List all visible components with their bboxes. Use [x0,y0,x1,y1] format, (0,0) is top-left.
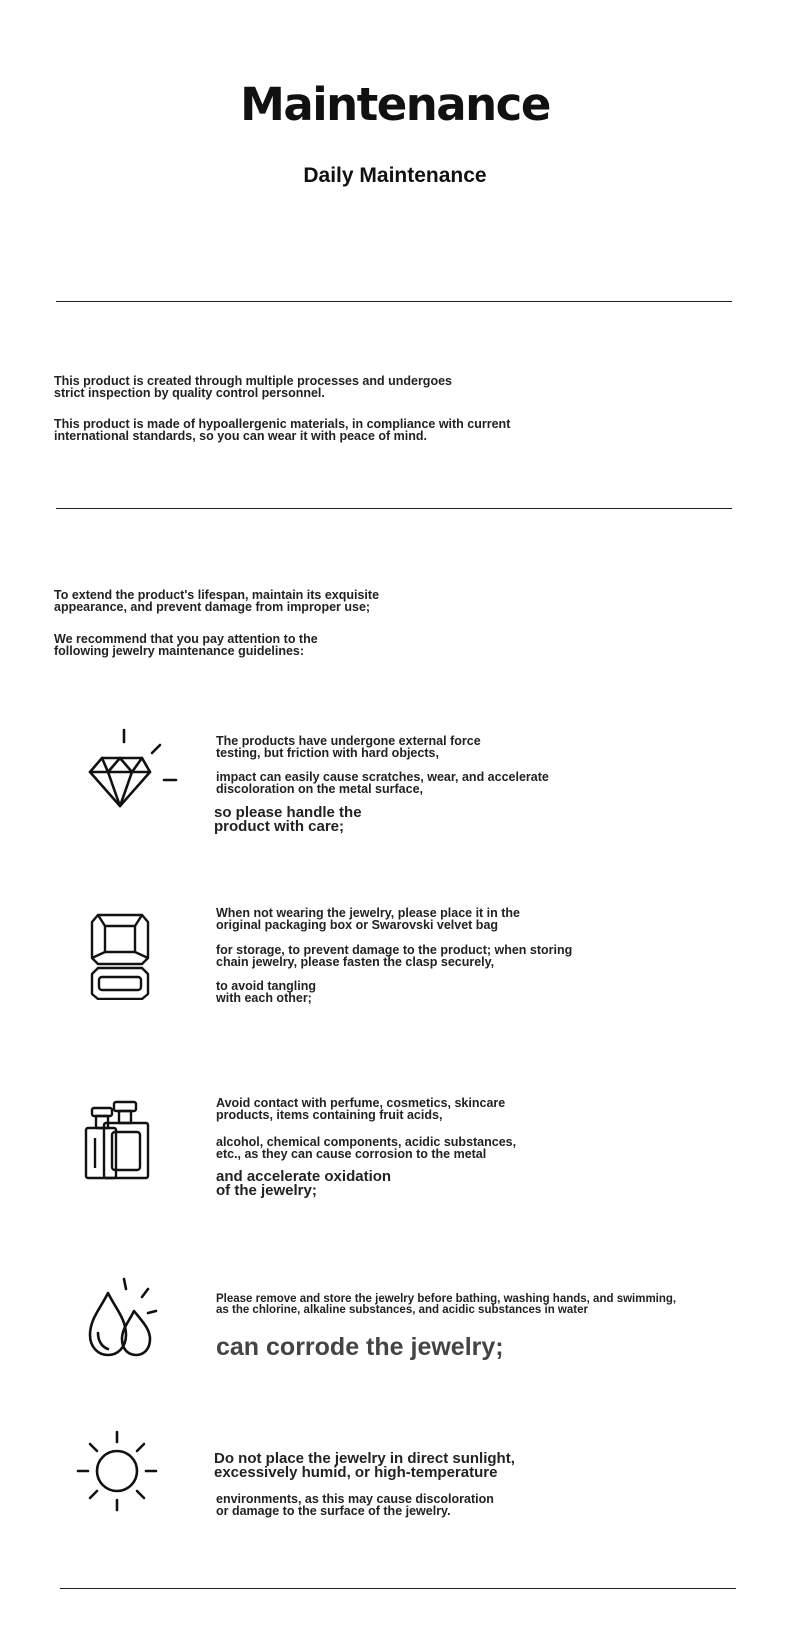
intro-paragraph: This product is made of hypoallergenic materials, in compliance with current international standards, so you can wear it with peace of mind. [54,417,511,443]
recommend-paragraph: To extend the product's lifespan, maintain its exquisite appearance, and prevent damage from improper use; [54,588,380,614]
sun-icon [76,1430,158,1512]
page-subtitle: Daily Maintenance [303,164,487,187]
divider [56,508,732,509]
guideline-text: can corrode the jewelry; [216,1333,504,1361]
guideline-text: environments, as this may cause discoloration or damage to the surface of the jewelry. [216,1492,494,1518]
guideline-text: Do not place the jewelry in direct sunlight, excessively humid, or high-temperature [214,1450,515,1481]
intro-paragraph: This product is created through multiple processes and undergoes strict inspection by quality control personnel. [54,374,452,400]
guideline-text: alcohol, chemical components, acidic substances, etc., as they can cause corrosion to the metal [216,1135,517,1161]
guideline-text: impact can easily cause scratches, wear, and accelerate discoloration on the metal surface, [216,770,549,796]
guideline-text: Avoid contact with perfume, cosmetics, skincare products, items containing fruit acids, [216,1096,506,1122]
divider [60,1588,736,1589]
guideline-text: to avoid tangling with each other; [216,979,316,1005]
recommend-paragraph: We recommend that you pay attention to the following jewelry maintenance guidelines: [54,632,318,658]
guideline-text: for storage, to prevent damage to the product; when storing chain jewelry, please fasten the clasp securely, [216,943,573,969]
page-title: Maintenance [240,78,550,131]
guideline-text: The products have undergone external force testing, but friction with hard objects, [216,734,481,760]
guideline-text: so please handle the product with care; [214,804,362,835]
jewelry-box-icon [88,910,154,1000]
guideline-text: When not wearing the jewelry, please place it in the original packaging box or Swarovski velvet bag [216,906,521,932]
guideline-text: Please remove and store the jewelry before bathing, washing hands, and swimming, as the chlorine, alkaline substances, and acidic substances in water [216,1293,677,1316]
diamond-icon [84,728,180,812]
divider [56,301,732,302]
perfume-bottles-icon [84,1100,154,1180]
guideline-text: and accelerate oxidation of the jewelry; [216,1168,392,1199]
water-drops-icon [84,1275,170,1361]
